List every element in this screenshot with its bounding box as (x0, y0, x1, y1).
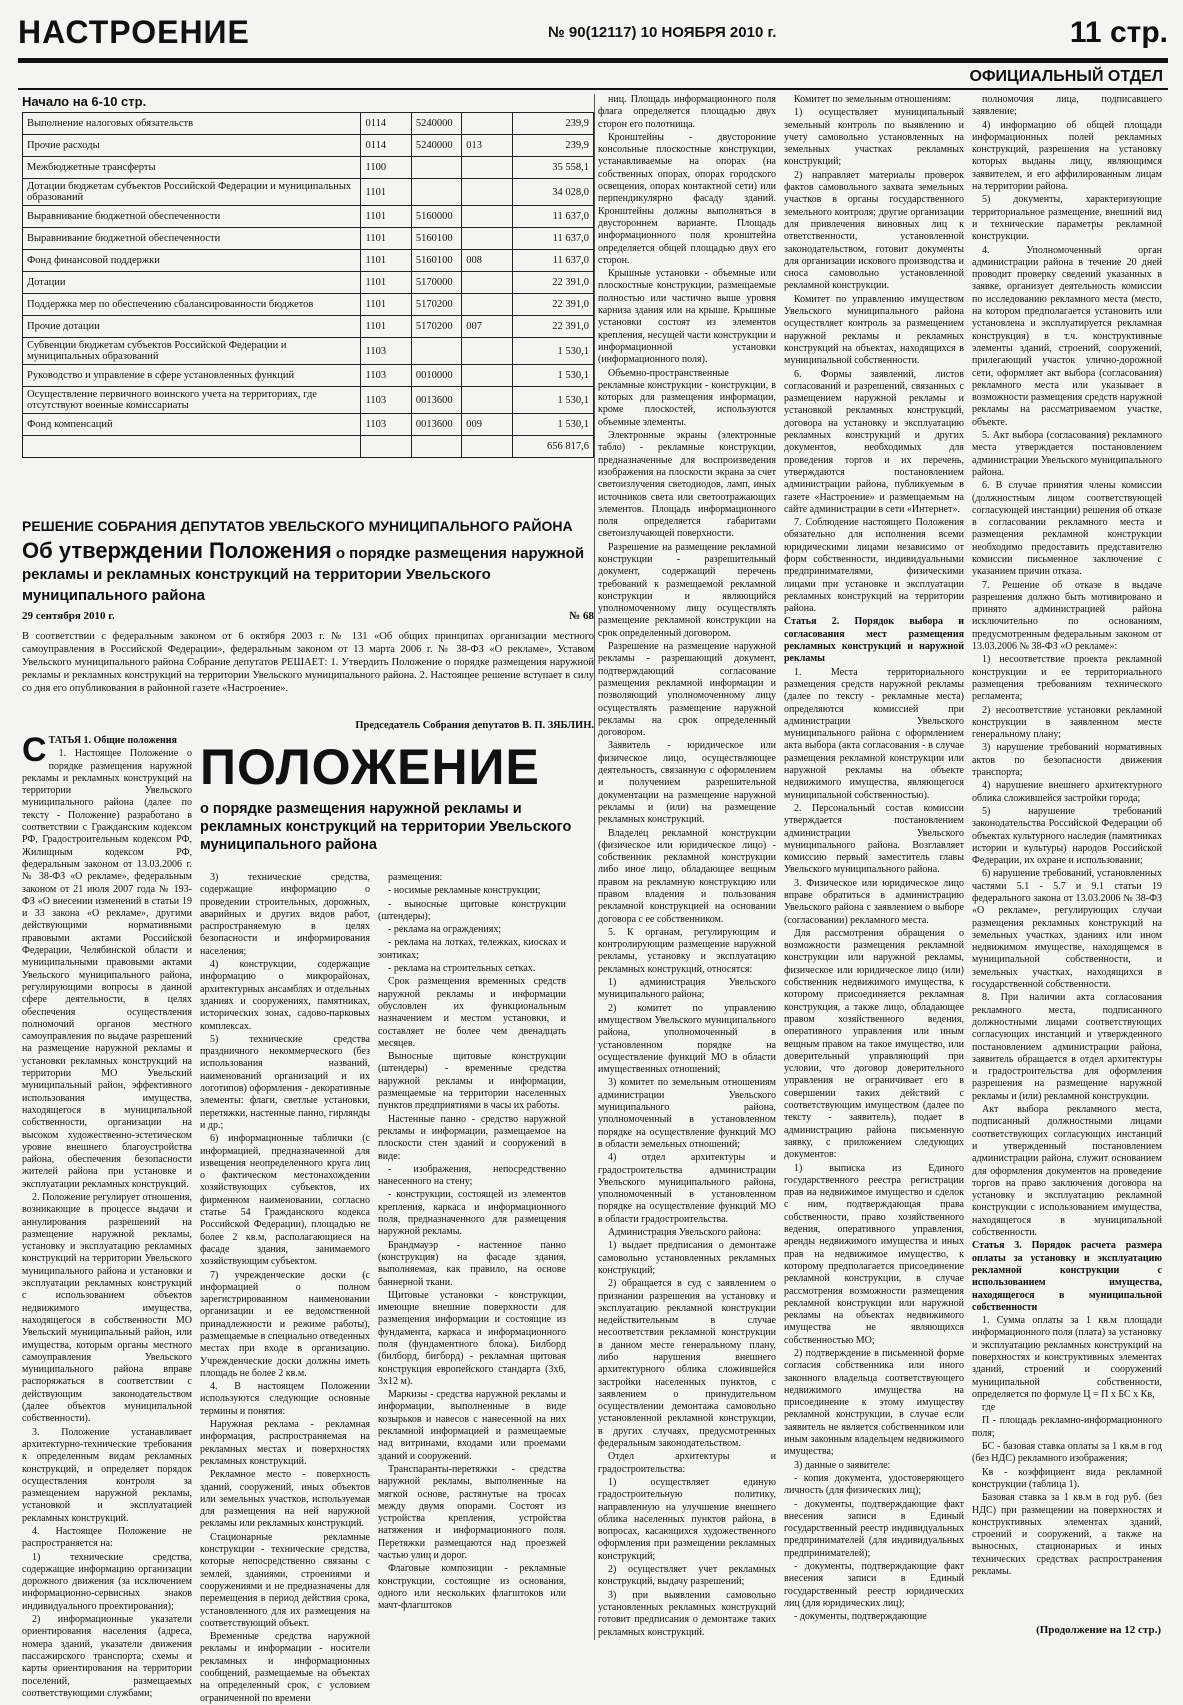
table-row (23, 157, 594, 179)
paragraph: 3) нарушение требований нормативных актов по безопасности движения транспорта; (972, 742, 1162, 779)
table-row (23, 436, 594, 458)
paragraph: 5) технические средства праздничного некоммерческого (без использования названий, наименований организаций и их логотипов) оформления - декоративные элементы: флаги, светлые установки, перетяжки, настенные панно, гирлянды и др.; (200, 1033, 370, 1131)
paragraph: Временные средства наружной рекламы и информации - носители рекламных и информационных сообщений, размещаемые на объектах на определенный срок, с условием ограниченной по времени (200, 1631, 370, 1704)
issue-line: № 90(12117) 10 НОЯБРЯ 2010 г. (548, 24, 777, 41)
paragraph: - реклама на лотках, тележках, киосках и зонтиках; (378, 937, 566, 961)
paragraph: Базовая ставка за 1 кв.м в год руб. (без НДС) при размещении на поверхностях и конструктивных элементах зданий, строений и сооружений, а также на выносных, стационарных и иных технических средствах распространения рекламы. (972, 1492, 1162, 1578)
newspaper-brand: НАСТРОЕНИЕ (18, 14, 250, 50)
table-cell: 1103 (361, 338, 411, 365)
paragraph: 7. Соблюдение настоящего Положения обязательно для исполнения всеми юридическими лицами независимо от форм собственности, индивидуальными предпринимателями, физическими лицами при установке и эксплуатации рекламных конструкций на территории района. (784, 517, 964, 615)
paragraph: 3) при выявлении самовольно установленных рекламных конструкций готовит предписания о демонтаже таких рекламных конструкций. (598, 1589, 776, 1638)
paragraph: 1) администрация Увельского муниципального района; (598, 977, 776, 1001)
table-cell: 5170200 (411, 294, 461, 316)
paragraph: 1. Настоящее Положение о порядке размещения наружной рекламы и рекламных конструкций на территории Увельского муниципального района (далее по тексту - Положение) разработано в соответствии с Гражданским кодексом РФ, Градостроительным кодексом РФ, Жилищным кодексом РФ, федеральным законом от 13.03.2006 г. № 38-ФЗ «О рекламе», федеральным законом от 21 июля 2007 года № 193-ФЗ «О внесении изменений в статьи 19 и 33 закона «О рекламе», другими действующими нормативными правовыми актами Российской Федерации, Челябинской области и муниципальными правовыми актами Увельского муниципального района, регулирующими вопросы в данной сфере деятельности, в целях обеспечения осуществления полномочий органов местного самоуправления по выдаче разрешений на размещение наружной рекламы и установки рекламных конструкций на территории МО Увельский муниципальный район, эффективного использования имущества, находящегося в муниципальной собственности, организации на высоком художественно-эстетическом уровне внешнего благоустройства района, обеспечения безопасности жителей района при установке и эксплуатации рекламных конструкций. (22, 748, 192, 1190)
paragraph: Кронштейны - двусторонние консольные плоскостные конструкции, устанавливаемые на опорах (на собственных опорах, опорах городского освещения, опорах контактной сети) или перпендикулярно фасаду зданий. Кронштейны должны выполняться в двустороннем варианте. Площадь информационного поля кронштейна определяется общей площадью двух его сторон. (598, 131, 776, 266)
paragraph: полномочия лица, подписавшего заявление; (972, 94, 1162, 118)
paragraph: Отдел архитектуры и градостроительства: (598, 1451, 776, 1475)
paragraph: Крышные установки - объемные или плоскостные конструкции, размещаемые полностью или частично выше уровня карниза здания или на крыше. Крышные установки состоят из элементов крепления, несущей части конструкции и информационной установки (информационного поля). (598, 268, 776, 366)
table-cell: Осуществление первичного воинского учета на территориях, где отсутствуют военные комиссариаты (23, 387, 361, 414)
table-cell: 22 391,0 (512, 316, 593, 338)
paragraph: П - площадь рекламно-информационного поля; (972, 1415, 1162, 1439)
table-row (23, 294, 594, 316)
paragraph: - выносные щитовые конструкции (штендеры); (378, 898, 566, 922)
table-cell: 009 (462, 414, 512, 436)
section-tag: ОФИЦИАЛЬНЫЙ ОТДЕЛ (969, 68, 1163, 85)
paragraph: 2) несоответствие установки рекламной конструкции в заявленном месте генеральному плану; (972, 704, 1162, 741)
table-cell: Выполнение налоговых обязательств (23, 113, 361, 135)
continued-from: Начало на 6-10 стр. (22, 94, 147, 109)
table-cell: 5240000 (411, 135, 461, 157)
paragraph: ТАТЬЯ 1. Общие положения (48, 735, 177, 746)
paragraph: 5) нарушение требований законодательства Российской Федерации об объектах культурного наследия (памятниках истории и культуры) народов Российской Федерации, их охране и использовании; (972, 805, 1162, 867)
paragraph: Комитет по управлению имуществом Увельского муниципального района осуществляет контроль за размещением наружной рекламы и рекламных конструкций на объектах, находящихся в муниципальной собственности. (784, 293, 964, 367)
paragraph: 1) осуществляет муниципальный земельный контроль по выявлению и учету самовольно установленных на земельных участках рекламных конструкций; (784, 107, 964, 168)
table-row (23, 228, 594, 250)
text-column-5 (784, 94, 964, 1640)
text-column-2 (200, 872, 370, 1704)
table-cell: 0114 (361, 113, 411, 135)
paragraph: где (982, 1402, 996, 1414)
text-column-4 (598, 94, 776, 1640)
paragraph: 4) отдел архитектуры и градостроительства администрации Увельского муниципального района, уполномоченный в установленном порядке на осуществление функций МО в области градостроительства. (598, 1152, 776, 1225)
paragraph: 1) осуществляет единую градостроительную политику, направленную на улучшение внешнего облика населенных пунктов района, в вопросах, касающихся художественного оформления при размещении рекламных конструкций; (598, 1476, 776, 1562)
paragraph: Наружная реклама - рекламная информация, распространяемая на рекламных местах и поверхностях рекламных конструкций. (200, 1419, 370, 1467)
masthead (18, 14, 1168, 52)
table-cell: Субвенции бюджетам субъектов Российской Федерации и муниципальных образований (23, 338, 361, 365)
table-cell: 1 530,1 (512, 387, 593, 414)
paragraph: 2) информационные указатели ориентирования населения (адреса, номера зданий, указатели движения пассажирского транспорта; схемы и карты ориентирования на территории поселений, размещаемых соответствующими службами; (22, 1614, 192, 1699)
table-cell: 1101 (361, 228, 411, 250)
paragraph: 1) выдает предписания о демонтаже самовольно установленных рекламных конструкций; (598, 1240, 776, 1276)
table-cell: 5240000 (411, 113, 461, 135)
table-cell: Выравнивание бюджетной обеспеченности (23, 228, 361, 250)
paragraph: - документы, подтверждающие (794, 1611, 927, 1623)
regulation-title: ПОЛОЖЕНИЕ (200, 739, 540, 795)
paragraph: 3. Положение устанавливает архитектурно-технические требования к определенным видам рекламных конструкций, и определяет порядок осуществления контроля за размещением наружной рекламы, установкой и эксплуатацией рекламных конструкций. (22, 1426, 192, 1524)
paragraph: - копия документа, удостоверяющего личность (для физических лиц); (784, 1472, 964, 1497)
table-cell: 0010000 (411, 365, 461, 387)
paragraph: Флаговые композиции - рекламные конструкции, состоящие из основания, одного или нескольких флагштоков или мачт-флагштоков (378, 1563, 566, 1612)
table-cell: 5170200 (411, 316, 461, 338)
paragraph: 4) нарушение внешнего архитектурного облика сложившейся застройки города; (972, 780, 1162, 804)
signature-line: Председатель Собрания депутатов В. П. ЗЯБЛИН. (355, 720, 594, 731)
paragraph: 8. При наличии акта согласования рекламного места, подписанного должностными лицами соответствующих согласующих инстанций и утвержденного постановлением администрации района, заявитель обращается в отдел архитектуры и градостроительства для оформления разрешения на размещение наружной рекламы и (или) рекламной конструкции. (972, 992, 1162, 1102)
table-row (23, 206, 594, 228)
table-cell: Прочие дотации (23, 316, 361, 338)
table-cell (411, 338, 461, 365)
table-cell (462, 436, 512, 458)
paragraph: 4. Уполномоченный орган администрации района в течение 20 дней проводит проверку сведений указанных в заявке, организует деятельность комиссии по исследованию рекламного места (место, на котором предполагается установить или установлена и эксплуатируется рекламная конструкция) в т.ч. конструктивные элементы зданий, строений, сооружений, прилегающий участок улично-дорожной сети, оформляет акт выбора (согласования) рекламного места или указывает в возможности размещения средств наружной рекламы на рассматриваемом участке, объекте. (972, 244, 1162, 428)
table-cell: 1 530,1 (512, 365, 593, 387)
paragraph: 1) выписка из Единого государственного реестра регистрации прав на недвижимое имущество и сделок с ним, подтверждающая права собственности, право хозяйственного ведения, оперативного управления, аренды недвижимого имущества и иных прав на недвижимое имущество, к которому предполагается присоединение рекламной конструкции, в случае рассмотрения возможности размещения рекламной конструкции или наружной рекламы на объектах недвижимого имущества не являющихся собственностью МО; (784, 1162, 964, 1346)
table-cell (462, 157, 512, 179)
paragraph: Щитовые установки - конструкции, имеющие внешние поверхности для размещения информации и состоящие из фундамента, каркаса и информационного поля (фундаментного блока). Билборд (билборд, бигборд) - рекламная щитовая конструкция европейского стандарта (3х6, 3х12 м). (378, 1289, 566, 1387)
table-cell: 007 (462, 316, 512, 338)
table-cell: Руководство и управление в сфере установленных функций (23, 365, 361, 387)
paragraph: 2) обращается в суд с заявлением о признании разрешения на установку и эксплуатацию рекламной конструкции недействительным в случае несоответствия рекламной конструкции в данном месте генеральному плану, либо нарушения внешнего архитектурного облика сложившейся застройки населенных пунктов, с заявлением о принудительном осуществлении демонтажа самовольно установленной рекламной конструкции, в других случаях, предусмотренных федеральным законодательством. (598, 1278, 776, 1450)
table-cell: 1103 (361, 387, 411, 414)
continued-to: (Продолжение на 12 стр.) (1036, 1624, 1161, 1636)
table-cell (462, 228, 512, 250)
table-cell: 1101 (361, 179, 411, 206)
table-cell (462, 206, 512, 228)
table-cell: Дотации бюджетам субъектов Российской Федерации и муниципальных образований (23, 179, 361, 206)
paragraph: 1. Сумма оплаты за 1 кв.м площади информационного поля (плата) за установку и эксплуатацию рекламных конструкций на поверхностях и конструктивных элементах зданий, строений и сооружений муниципальной собственности, определяется по формуле Ц = П х БС х Кв, (972, 1315, 1162, 1400)
table-cell (23, 436, 361, 458)
paragraph: 2) подтверждение в письменной форме согласия собственника или иного законного владельца соответствующего недвижимого имущества на присоединение к этому имуществу рекламной конструкции, в случае если заявитель не является собственником или иным законным владельцем недвижимого имущества; (784, 1347, 964, 1458)
dateline (22, 610, 594, 622)
table-cell: 22 391,0 (512, 294, 593, 316)
paragraph: Статья 3. Порядок расчета размера оплаты за установку и эксплуатацию рекламной конструкции с использованием имущества, находящегося в муниципальной собственности (972, 1240, 1162, 1313)
table-row (23, 272, 594, 294)
table-cell: 1103 (361, 365, 411, 387)
table-cell (361, 436, 411, 458)
paragraph: - документы, подтверждающие факт внесения записи в Единый государственный реестр индивидуальных предпринимателей (для индивидуальных предпринимателей); (784, 1498, 964, 1559)
table-cell: 0013600 (411, 387, 461, 414)
table-cell: 5170000 (411, 272, 461, 294)
table-row (23, 387, 594, 414)
table-row (23, 179, 594, 206)
paragraph: - реклама на ограждениях; (388, 924, 502, 936)
table-cell: Фонд финансовой поддержки (23, 250, 361, 272)
table-cell: 1 530,1 (512, 414, 593, 436)
table-cell (411, 157, 461, 179)
decision-number: № 68 (569, 610, 594, 622)
table-cell (462, 338, 512, 365)
table-cell (411, 179, 461, 206)
paragraph: размещения: (388, 872, 443, 883)
paragraph: 1) несоответствие проекта рекламной конструкции и ее территориального размещения требованиям технического регламента; (972, 654, 1162, 703)
text-column-3 (378, 872, 566, 1640)
paragraph: Администрация Увельского района: (608, 1227, 761, 1239)
table-cell (462, 387, 512, 414)
paragraph: 3) комитет по земельным отношениям администрации Увельского муниципального района, уполномоченный в установленном порядке на осуществление функций МО в области земельных отношений; (598, 1077, 776, 1150)
table-cell: 0114 (361, 135, 411, 157)
paragraph: 1. Места территориального размещения средств наружной рекламы (далее по тексту - рекламные места) определяются комиссией при администрации Увельского муниципального района с оформлением акта выбора (акта согласования - в случае размещения рекламной конструкции или наружной рекламы на объекте недвижимого имущества, являющегося муниципальной собственностью). (784, 666, 964, 801)
table-cell (462, 179, 512, 206)
section-rule (18, 88, 1168, 90)
table-cell: 008 (462, 250, 512, 272)
paragraph: 7. Решение об отказе в выдаче разрешения должно быть мотивировано и принято администрацией района исключительно по основаниям, предусмотренным федеральным законом от 13.03.2006 № 38-ФЗ «О рекламе»: (972, 579, 1162, 653)
paragraph: 6) нарушение требований, установленных частями 5.1 - 5.7 и 9.1 статьи 19 федерального закона от 13.03.2006 № 38-ФЗ «О рекламе», регулирующих случаи размещения рекламных конструкций на земельных участках, зданиях или ином недвижимом имуществе, находящемся в муниципальной собственности, и земельных участках, находящихся в государственной собственности. (972, 868, 1162, 991)
paragraph: 2. Персональный состав комиссии утверждается постановлением администрации Увельского муниципального района. Возглавляет комиссию первый заместитель главы Увельского муниципального района. (784, 802, 964, 876)
headline-rest: о порядке размещения наружной рекламы и рекламных конструкций на территории Увельского муниципального района (22, 545, 585, 604)
table-cell: Прочие расходы (23, 135, 361, 157)
paragraph: 7) учрежденческие доски (с информацией о полном зарегистрированном наименовании организации и ее ведомственной принадлежности и режиме работы), размещаемые в специально отведенных местах при входе в организацию. Учрежденческие доски должны иметь площадь не более 2 кв.м. (200, 1269, 370, 1379)
table-cell: 1100 (361, 157, 411, 179)
article-headline (22, 540, 594, 606)
table-cell: 5160000 (411, 206, 461, 228)
table-row (23, 316, 594, 338)
page-number: 11 стр. (1069, 16, 1168, 49)
paragraph: ниц. Площадь информационного поля флага определяется площадью двух сторон его полотнища. (598, 94, 776, 130)
table-cell: 013 (462, 135, 512, 157)
paragraph: Транспаранты-перетяжки - средства наружной рекламы, выполненные на мягкой основе, растянутые на тросах между двумя опорами. Состоят из устройства крепления, устройства натяжения и информационного поля. Перетяжки размещаются над проезжей частью улиц и дорог. (378, 1463, 566, 1562)
paragraph: 3) технические средства, содержащие информацию о проведении строительных, дорожных, аварийных и других видов работ, распространяемую в целях безопасности и информирования населения; (200, 872, 370, 957)
paragraph: Настенные панно - средство наружной рекламы и информации, размещаемое на плоскости стен зданий и сооружений в виде: (378, 1113, 566, 1162)
paragraph: 2) комитет по управлению имуществом Увельского муниципального района, уполномоченный в установленном порядке на осуществление функций МО в области имущественных отношений; (598, 1002, 776, 1076)
table-cell: 1101 (361, 250, 411, 272)
paragraph: 1) технические средства, содержащие информацию организации дорожного движения (за исключением информационно-сервисных знаков индивидуального проектирования); (22, 1551, 192, 1612)
paragraph: 6) информационные таблички (с информацией, предназначенной для извещения неопределенного круга лиц о фактическом местонахождении хозяйствующих субъектов, их фирменном наименовании, согласно статье 54 Гражданского кодекса Российской Федерации), площадью не более 2 кв.м, располагающиеся на фасаде здания, занимаемого хозяйствующим субъектом. (200, 1133, 370, 1268)
table-cell: 1103 (361, 414, 411, 436)
regulation-subtitle: о порядке размещения наружной рекламы и рекламных конструкций на территории Увельского муниципального района (200, 801, 572, 853)
paragraph: Брандмауэр - настенное панно (конструкция) на фасаде здания, выполняемая, как правило, на основе баннерной ткани. (378, 1239, 566, 1288)
table-cell (462, 365, 512, 387)
table-cell: 5160100 (411, 250, 461, 272)
table-cell: 1101 (361, 316, 411, 338)
decision-date: 29 сентября 2010 г. (22, 610, 115, 622)
headline-lead: Об утверждении Положения (22, 538, 332, 563)
paragraph: БС - базовая ставка оплаты за 1 кв.м в год (без НДС) рекламного изображения; (972, 1441, 1162, 1465)
table-row (23, 365, 594, 387)
paragraph: 4) конструкции, содержащие информацию о микрорайонах, архитектурных ансамблях и отдельных зданиях и сооружениях, памятниках, исторических зонах, садово-парковых комплексах. (200, 959, 370, 1032)
table-cell: 1 530,1 (512, 338, 593, 365)
table-cell: 1101 (361, 206, 411, 228)
paragraph: 3) данные о заявителе: (794, 1459, 891, 1471)
paragraph: - документы, подтверждающие факт внесения записи в Единый государственный реестр юридических лиц (для юридических лиц); (784, 1561, 964, 1609)
table-cell: Фонд компенсаций (23, 414, 361, 436)
paragraph: - изображения, непосредственно нанесенного на стену; (378, 1163, 566, 1188)
paragraph: 2) осуществляет учет рекламных конструкций, выдачу разрешений; (598, 1564, 776, 1588)
table-cell: 5160100 (411, 228, 461, 250)
paragraph: 5. К органам, регулирующим и контролирующим размещение наружной рекламы, установку и эксплуатацию рекламных конструкций, относятся: (598, 926, 776, 975)
column-divider (594, 94, 595, 1640)
paragraph: Срок размещения временных средств наружной рекламы и информации обусловлен их функциональным назначением и местом установки, и составляет не более чем двенадцать месяцев. (378, 976, 566, 1049)
paragraph: Комитет по земельным отношениям: (794, 94, 951, 105)
table-cell: 1101 (361, 272, 411, 294)
table-cell: 239,9 (512, 135, 593, 157)
top-rule (18, 58, 1168, 63)
paragraph: 3. Физическое или юридическое лицо вправе обратиться в администрацию Увельского района с заявлением о выборе (согласовании) рекламного места. (784, 877, 964, 926)
table-cell: 35 558,1 (512, 157, 593, 179)
table-cell: 0013600 (411, 414, 461, 436)
paragraph: - конструкции, состоящей из элементов крепления, каркаса и информационного поля, предназначенного для размещения наружной рекламы. (378, 1189, 566, 1238)
paragraph: 5. Акт выбора (согласования) рекламного места утверждается постановлением администрации Увельского муниципального района. (972, 430, 1162, 478)
paragraph: - реклама на строительных сетках. (388, 963, 536, 975)
paragraph: Акт выбора рекламного места, подписанный должностными лицами соответствующих согласующих инстанций и утвержденный постановлением администрации района, служит основанием для оформления документов на проведение торгов на право заключения договора на установку и эксплуатацию рекламной конструкции с использованием имущества, находящегося в муниципальной собственности. (972, 1104, 1162, 1239)
paragraph: Стационарные рекламные конструкции - технические средства, которые непосредственно связаны с землей, зданиями, строениями и сооружениями и не предназначены для перемещения в период действия срока, установленного для их размещения на соответствующий объект. (200, 1531, 370, 1629)
drop-cap: С (22, 731, 47, 769)
table-row (23, 113, 594, 135)
table-row (23, 135, 594, 157)
table-cell: Межбюджетные трансферты (23, 157, 361, 179)
table-cell (462, 294, 512, 316)
table-row (23, 338, 594, 365)
table-cell: 1101 (361, 294, 411, 316)
table-cell: 11 637,0 (512, 250, 593, 272)
table-cell: Выравнивание бюджетной обеспеченности (23, 206, 361, 228)
paragraph: Владелец рекламной конструкции (физическое или юридическое лицо) - собственник рекламной конструкции либо иное лицо, обладающее вещным правом на рекламную конструкцию или правом владения и пользования рекламной конструкцией на основании договора с ее собственником. (598, 827, 776, 925)
table-cell: 22 391,0 (512, 272, 593, 294)
decision-heading: РЕШЕНИЕ СОБРАНИЯ ДЕПУТАТОВ УВЕЛЬСКОГО МУНИЦИПАЛЬНОГО РАЙОНА (22, 518, 573, 534)
paragraph: 4. Настоящее Положение не распространяется на: (22, 1526, 192, 1550)
paragraph: Кв - коэффициент вида рекламной конструкции (таблица 1). (972, 1466, 1162, 1490)
table-row (23, 414, 594, 436)
paragraph: Разрешение на размещение наружной рекламы - разрешающий документ, подтверждающий согласование размещения рекламной информации и позволяющий уполномоченному лицу осуществлять размещение наружной рекламы на срок определенный договором. (598, 641, 776, 739)
paragraph: Заявитель - юридическое или физическое лицо, осуществляющее деятельность, связанную с оформлением и получением разрешительной документации на размещение наружной рекламы и (или) на размещение рекламных конструкций. (598, 740, 776, 826)
table-cell: Поддержка мер по обеспечению сбалансированности бюджетов (23, 294, 361, 316)
table-cell: 656 817,6 (512, 436, 593, 458)
paragraph: Статья 2. Порядок выбора и согласования мест размещения рекламных конструкций и наружной рекламы (784, 616, 964, 665)
table-row (23, 250, 594, 272)
text-column-6 (972, 94, 1162, 1640)
paragraph: 6. В случае принятия члены комиссии (должностным лицом соответствующей согласующей инстанции) решения об отказе в согласовании рекламного места и размещения рекламной конструкции необходимо предоставить представителю комиссии письменное заключение с указанием причин отказа. (972, 480, 1162, 578)
paragraph: Маркизы - средства наружной рекламы и информации, выполненные в виде козырьков и навесов с нанесенной на них рекламной информацией и размещаемые над витринами, входами или проемами зданий и сооружений. (378, 1389, 566, 1462)
table-cell: 34 028,0 (512, 179, 593, 206)
paragraph: Электронные экраны (электронные табло) - рекламные конструкции, предназначенные для воспроизведения изображения на плоскости экрана за счет светоизлучения светодиодов, ламп, иных источников света или светоотражающих элементов. Площадь информационного поля определяется габаритами светоизлучающей поверхности. (598, 430, 776, 540)
decision-text: В соответствии с федеральным законом от 6 октября 2003 г. № 131 «Об общих принципах организации местного самоуправления в Российской Федерации», федеральным законом от 13 марта 2006 г. № 38-ФЗ «О рекламе», Уставом Увельского муниципального района Собрание депутатов РЕШАЕТ: 1. Утвердить Положение о порядке размещения наружной рекламы и рекламных конструкций на территории Увельского муниципального района. 2. Настоящее решение вступает в силу со дня его опубликования в районной газете «Настроение». (22, 631, 594, 694)
table-cell (462, 272, 512, 294)
paragraph: 2) направляет материалы проверок фактов самовольного захвата земельных участков в органы государственного земельного контроля; другие организации для привлечения виновных лиц к ответственности, установленной законодательством, готовит документы для организации искового производства и сноса самовольно установленной рекламной конструкции. (784, 169, 964, 292)
paragraph: - носимые рекламные конструкции; (388, 885, 541, 897)
table-cell: 11 637,0 (512, 206, 593, 228)
paragraph: Рекламное место - поверхность зданий, сооружений, иных объектов или земельных участков, используемая для размещения на ней наружной рекламы или рекламных конструкций. (200, 1469, 370, 1530)
text-column-1 (22, 731, 192, 1699)
paragraph: 5) документы, характеризующие территориальное размещение, внешний вид и технические параметры рекламной конструкции. (972, 194, 1162, 243)
budget-table (22, 112, 594, 458)
table-cell: Дотации (23, 272, 361, 294)
table-cell (411, 436, 461, 458)
table-cell (462, 113, 512, 135)
paragraph: Для рассмотрения обращения о возможности размещения рекламной конструкции или наружной рекламы, физическое или юридическое лицо (или) собственник недвижимого имущества, к которому присоединяется рекламная конструкция, а также лицо, обладающее правом хозяйственного ведения, оперативного управления или иным вещным правом на такое имущество, или доверительный управляющий при условии, что договор доверительного управления не ограничивает его в совершении таких действий с соответствующим имуществом (далее по тексту - заявитель), подает в администрацию района письменную заявку, с приложением следующих документов: (784, 927, 964, 1161)
paragraph: 4) информацию об общей площади информационных полей рекламных конструкций, разрешения на установку которых выданы лицу, являющимся заявителем, и его аффилированным лицам на территории района. (972, 119, 1162, 193)
table-cell: 11 637,0 (512, 228, 593, 250)
paragraph: Объемно-пространственные рекламные конструкции - конструкции, в которых для размещения информации, кроме плоскостей, используются объемные элементы. (598, 367, 776, 428)
table-cell: 239,9 (512, 113, 593, 135)
paragraph: Выносные щитовые конструкции (штендеры) - временные средства наружной рекламы и информации, размещаемые на территории населенных пунктов предприятиями в часы их работы. (378, 1051, 566, 1112)
paragraph: Разрешение на размещение рекламной конструкции - разрешительный документ, содержащий перечень требований к размещаемой рекламной конструкции и являющийся уполномоченному лицу осуществлять размещение рекламной конструкции на срок определенный договором. (598, 541, 776, 639)
paragraph: 4. В настоящем Положении используются следующие основные термины и понятия: (200, 1381, 370, 1417)
paragraph: 2. Положение регулирует отношения, возникающие в процессе выдачи и аннулирования разрешений на размещение наружной рекламы, установку и эксплуатацию рекламных конструкций на территории Увельского муниципального района и установки и эксплуатации рекламных конструкций с использованием объектов недвижимого имущества, находящегося в собственности МО Увельский муниципальный район, или имущества, которым органы местного самоуправления Увельского муниципального района вправе распоряжаться в соответствии с действующим законодательством (далее объектов муниципальной собственности). (22, 1191, 192, 1425)
paragraph: 6. Формы заявлений, листов согласований и разрешений, связанных с размещением наружной рекламы и установкой рекламных конструкций, договора на установку и эксплуатацию рекламных конструкций и других документов, необходимых для проведения торгов и их перечень, утверждаются постановлением администрации района, публикуемым в газете «Настроение» и размещаемым на сайте администрации в сети «Интернет». (784, 368, 964, 515)
